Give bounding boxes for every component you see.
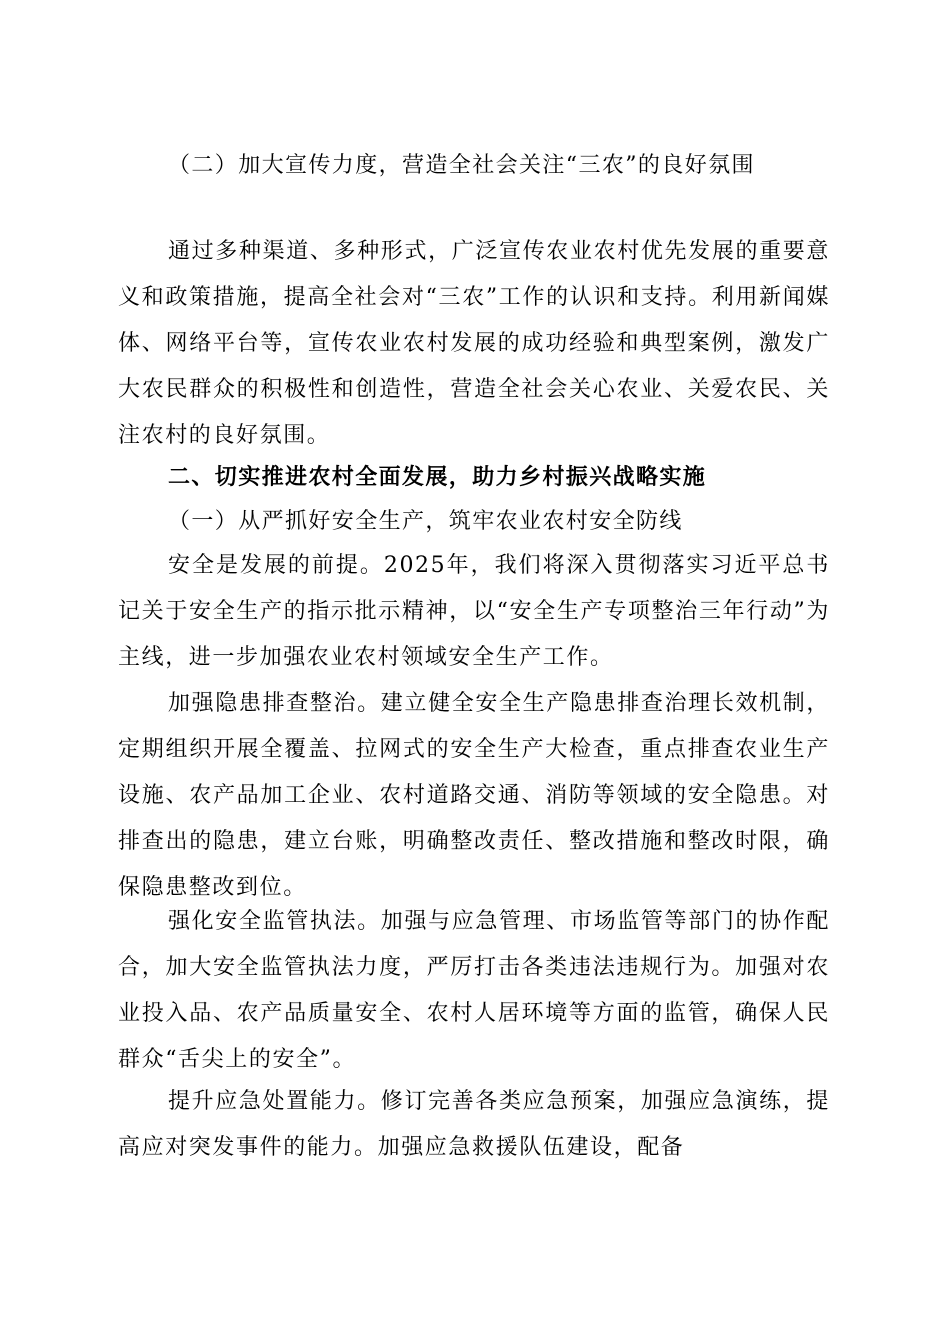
main-heading-rural-development: 二、切实推进农村全面发展，助力乡村振兴战略实施 — [168, 465, 707, 490]
paragraph-promotion: 通过多种渠道、多种形式，广泛宣传农业农村优先发展的重要意义和政策措施，提高全社会对“三农”工作的认识和支持。利用新闻媒体、网络平台等，宣传农业农村发展的成功经验和典型案例，激发广大农民群众的积极性和创造性，营造全社会关心农业、关爱农民、关注农村的良好氛围。 — [118, 239, 830, 448]
paragraph-emergency-response: 提升应急处置能力。修订完善各类应急预案，加强应急演练，提高应对突发事件的能力。加强应急救援队伍建设，配备 — [118, 1089, 830, 1160]
section-heading-safety-production: （一）从严抓好安全生产，筑牢农业农村安全防线 — [168, 509, 683, 534]
section-heading-promotion: （二）加大宣传力度，营造全社会关注“三农”的良好氛围 — [168, 153, 755, 178]
paragraph-hazard-inspection: 加强隐患排查整治。建立健全安全生产隐患排查治理长效机制，定期组织开展全覆盖、拉网式的安全生产大检查，重点排查农业生产设施、农产品加工企业、农村道路交通、消防等领域的安全隐患。对排查出的隐患，建立台账，明确整改责任、整改措施和整改时限，确保隐患整改到位。 — [118, 691, 830, 900]
paragraph-safety-supervision: 强化安全监管执法。加强与应急管理、市场监管等部门的协作配合，加大安全监管执法力度，严厉打击各类违法违规行为。加强对农业投入品、农产品质量安全、农村人居环境等方面的监管，确保人民群众“舌尖上的安全”。 — [118, 909, 830, 1072]
paragraph-safety-premise: 安全是发展的前提。2025年，我们将深入贯彻落实习近平总书记关于安全生产的指示批示精神，以“安全生产专项整治三年行动”为主线，进一步加强农业农村领域安全生产工作。 — [118, 553, 830, 670]
